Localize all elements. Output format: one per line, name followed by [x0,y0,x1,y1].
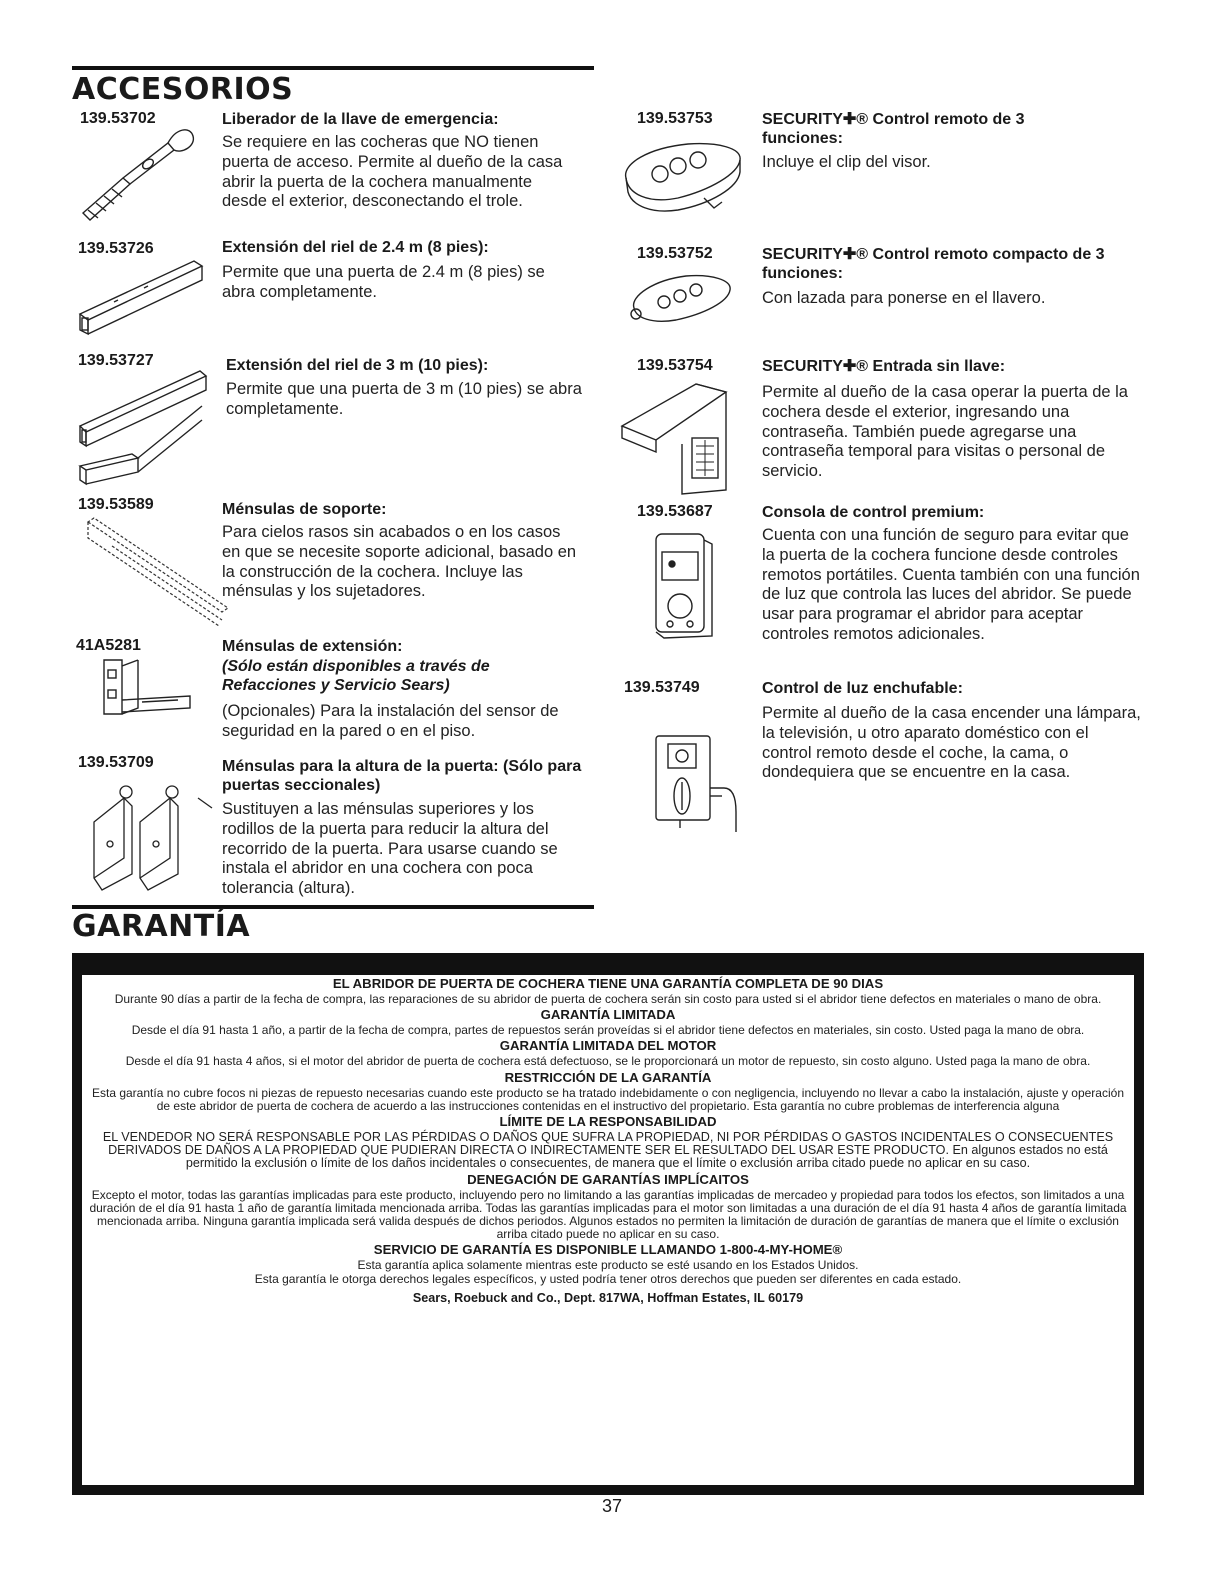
premium-control-console-image [650,530,720,640]
warranty-text: Esta garantía aplica solamente mientras este producto se esté usando en los Estados Unidos. [357,1258,859,1273]
accessory-title: SECURITY✚® Control remoto de 3 funciones: [762,111,1025,147]
accessory-description: Sustituyen a las ménsulas superiores y los rodillos de la puerta para reducir la altura del recorrido de la puerta. Para usarse cuando se instala el abridor en una cochera con poca tolerancia (altura). [222,800,558,898]
emergency-release-key-image [78,118,198,228]
support-brackets-image [82,516,232,626]
accessory-description: Se requiere en las cocheras que NO tienen puerta de acceso. Permite al dueño de la casa abrir la puerta de la cochera manualmente desde el exterior, desconectando el trole. [222,133,563,211]
garantia-heading: GARANTÍA [72,909,251,944]
warranty-heading: LÍMITE DE LA RESPONSABILIDAD [499,1114,717,1130]
accessory-description: (Opcionales) Para la instalación del sensor de seguridad en la pared o en el piso. [222,702,559,740]
accessory-title: Ménsulas de extensión: [222,638,403,655]
sears-address: Sears, Roebuck and Co., Dept. 817WA, Hoffman Estates, IL 60179 [412,1290,804,1305]
warranty-caps-text: EL VENDEDOR NO SERÁ RESPONSABLE POR LAS PÉRDIDAS O DAÑOS QUE SUFRA LA PROPIEDAD, NI POR PÉRDIDAS O GASTOS INCIDENTALES O CONSECUENTES DERIVADOS DE DAÑOS A LA PROPIEDAD QUE PUDIERAN DIRECTA O INDIRECTAMENTE SER EL RESULTADO DEL USAR ESTE PRODUCTO. [102,1130,1114,1158]
page-number: 37 [601,1496,623,1516]
accessory-title: SECURITY✚® Entrada sin llave: [762,358,1006,375]
rail-extension-10ft-image [72,366,212,486]
part-number: 139.53709 [78,754,154,771]
accessory-description: Incluye el clip del visor. [762,153,931,171]
warranty-section-implied [82,1172,1134,1242]
warranty-text: Excepto el motor, todas las garantías implicadas para este producto, incluyendo pero no limitando a las garantías implicadas de mercadeo y propiedad para todos los efectos, son limitados a una duración de el día 91 hasta 1 año de garantía limitada mencionada arriba. Todas las garantías implicadas para el motor son limitadas a una duración de el día 91 hasta 4 años de garantía limitada mencionada arriba. Ninguna garantía implicada será valida después de dichos periodos. Algunos estados no permiten la limitación de duración de garantías de manera que el límite o exclusión arriba citado puede no aplicar en su caso. [89,1187,1127,1242]
part-number: 139.53754 [637,357,713,374]
warranty-content [82,975,1134,1485]
accessory-title: Extensión del riel de 2.4 m (8 pies): [222,239,489,256]
warranty-text: Durante 90 días a partir de la fecha de compra, las reparaciones de su abridor de puerta de cochera serán sin costo para usted si el abridor tiene defectos en materiales o mano de obra. [114,992,1102,1006]
warranty-section-limited [82,1007,1134,1037]
part-number: 139.53726 [78,240,154,257]
accesorios-heading: ACCESORIOS [72,72,294,107]
warranty-section-full-90 [82,976,1134,1006]
accessory-description: Con lazada para ponerse en el llavero. [762,289,1046,307]
part-number: 139.53687 [637,503,713,520]
warranty-heading: DENEGACIÓN DE GARANTÍAS IMPLÍCAITOS [467,1171,749,1187]
extension-brackets-image [98,656,198,722]
part-number: 139.53753 [637,110,713,127]
warranty-heading: EL ABRIDOR DE PUERTA DE COCHERA TIENE UNA GARANTÍA COMPLETA DE 90 DIAS [332,976,884,991]
part-number: 139.53727 [78,352,154,369]
accessory-description: Permite al dueño de la casa operar la puerta de la cochera desde el exterior, ingresando una contraseña. También puede agregarse una contraseña temporal para visitas o personal de servicio. [762,383,1128,481]
warranty-section-restriction [82,1070,1134,1113]
three-function-remote-image [618,134,748,218]
warranty-section-motor [82,1038,1134,1068]
part-number: 139.53589 [78,496,154,513]
accessory-title: SECURITY✚® Control remoto compacto de 3 funciones: [762,246,1105,282]
accessory-title: Extensión del riel de 3 m (10 pies): [226,357,489,374]
accessory-title: Ménsulas de soporte: [222,501,387,518]
part-number: 139.53749 [624,679,700,696]
part-number: 139.53702 [80,110,156,127]
part-number: 139.53752 [637,245,713,262]
compact-remote-image [624,268,736,328]
accessory-description: Permite que una puerta de 3 m (10 pies) se abra completamente. [226,380,582,418]
plug-in-light-control-image [650,732,742,836]
accessory-description: Para cielos rasos sin acabados o en los casos en que se necesite soporte adicional, basado en la construcción de la cochera. Incluye las ménsulas y los sujetadores. [222,523,577,601]
warranty-heading: GARANTÍA LIMITADA [540,1007,676,1023]
part-number: 41A5281 [76,637,141,654]
accessory-title: Ménsulas para la altura de la puerta: (Sólo para puertas seccionales) [222,758,582,794]
accessory-description: Cuenta con una función de seguro para evitar que la puerta de la cochera funcione desde controles remotos portátiles. Cuenta también con una función de luz que controla las luces del abridor. Se puede usar para programar el abridor para aceptar controles remotos adicionales. [762,526,1140,643]
keyless-entry-image [616,378,746,496]
warranty-section-service [82,1242,1134,1285]
warranty-heading: SERVICIO DE GARANTÍA ES DISPONIBLE LLAMANDO 1-800-4-MY-HOME® [373,1242,843,1258]
warranty-text: Esta garantía le otorga derechos legales específicos, y usted podría tener otros derechos que pueden ser diferentes en cada estado. [254,1271,962,1286]
warranty-text: Desde el día 91 hasta 1 año, a partir de la fecha de compra, partes de repuestos serán proveídas si el abridor tiene defectos en materiales, sin costo. Usted paga la mano de obra. [131,1023,1085,1038]
accessory-description: Permite al dueño de la casa encender una lámpara, la televisión, u otro aparato doméstico con el control remoto desde el coche, la cama, o dondequiera que se encuentre en la casa. [762,704,1141,782]
warranty-text: Desde el día 91 hasta 4 años, si el motor del abridor de puerta de cochera está defectuoso, se le proporcionará un motor de repuesto, sin costo alguno. Usted paga la mano de obra. [125,1054,1091,1069]
accessory-title: Consola de control premium: [762,504,985,521]
warranty-text: En algunos estados no está permitido la exclusión o límite de los daños incidentales o consecuentes, de manera que el límite o exclusión arriba citado puede no aplicar en su caso. [185,1143,1108,1171]
top-rule [72,66,594,70]
accessory-title: Control de luz enchufable: [762,680,963,697]
accessory-description: Permite que una puerta de 2.4 m (8 pies) se abra completamente. [222,263,545,301]
warranty-text: Esta garantía no cubre focos ni piezas de repuesto necesarias cuando este producto se ha tratado indebidamente o con negligencia, incluyendo no llevar a cabo la instalación, ajuste y operación de este abridor de puerta de cochera de acuerdo a las instrucciones contenidas en el instructivo del propietario. Esta garantía no cubre problemas de interferencia alguna [91,1085,1124,1113]
rail-extension-8ft-image [74,256,214,336]
warranty-box [72,953,1144,1495]
warranty-text-block [86,1131,1130,1171]
accessory-title: Liberador de la llave de emergencia: [222,111,499,128]
door-height-brackets-image [80,778,220,894]
warranty-heading: GARANTÍA LIMITADA DEL MOTOR [499,1038,717,1054]
accessory-subtitle: (Sólo están disponibles a través de Refacciones y Servicio Sears) [222,658,490,694]
warranty-heading: RESTRICCIÓN DE LA GARANTÍA [504,1069,712,1085]
warranty-section-liability [82,1114,1134,1171]
